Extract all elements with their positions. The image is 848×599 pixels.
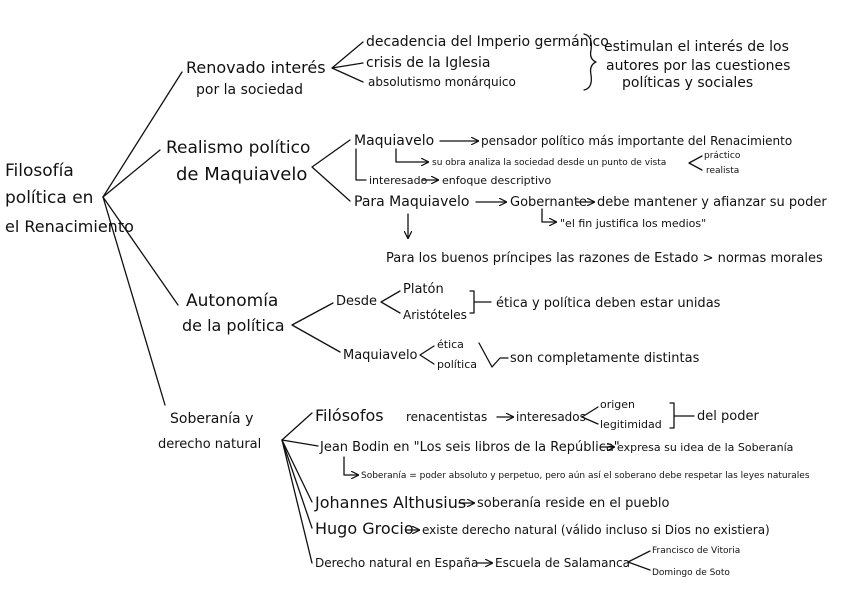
realismo-enfoque: enfoque descriptivo [442,174,552,187]
renovado-title-1: Renovado interés [186,58,326,77]
autonomia-desde: Desde [336,294,378,309]
realismo-interesado-link [356,149,366,180]
autonomia-etica-unidas: ética y política deben estar unidas [496,296,721,311]
renovado-title-2: por la sociedad [196,82,303,98]
root-line-1: Filosofía [5,161,74,181]
autonomia-desde-fork [381,291,400,313]
soberania-althusius: Johannes Althusius [315,493,467,512]
autonomia-etica: ética [437,338,464,351]
soberania-def: Soberanía = poder absoluto y perpetuo, pero aún así el soberano debe respetar las leyes naturales [361,471,810,481]
autonomia-maq-fork [420,346,434,364]
soberania-fork-1 [282,413,312,440]
realismo-title-2: de Maquiavelo [176,164,308,185]
root-connectors [103,72,182,405]
root-node [5,161,134,236]
soberania-fork-3 [282,440,312,502]
renovado-result-1: estimulan el interés de los [604,39,789,55]
soberania-soto: Domingo de Soto [652,568,730,578]
soberania-filosofos: Filósofos [315,406,384,425]
realismo-principes: Para los buenos príncipes las razones de Estado > normas morales [386,251,823,266]
realismo-obra: su obra analiza la sociedad desde un punto de vista [432,158,667,168]
root-line-2: política en [5,188,94,208]
connector-soberania [103,197,165,405]
renovado-result-3: políticas y sociales [622,75,754,91]
soberania-title-2: derecho natural [158,437,262,452]
branch-renovado [186,34,790,98]
soberania-renacentistas: renacentistas [406,410,488,424]
soberania-interesados: interesados [516,410,586,424]
soberania-grocio: Hugo Grocio [315,519,414,538]
soberania-del-poder: del poder [697,409,759,424]
autonomia-title-1: Autonomía [186,291,279,311]
autonomia-politica: política [437,358,477,371]
realismo-realista: realista [706,166,740,176]
realismo-pensador: pensador político más importante del Renacimiento [481,134,793,148]
autonomia-aristoteles: Aristóteles [403,308,467,322]
autonomia-maquiavelo: Maquiavelo [343,348,418,363]
soberania-derecho-espana: Derecho natural en España [315,556,479,570]
root-line-3: el Renacimiento [5,217,134,236]
soberania-reside: soberanía reside en el pueblo [477,496,670,511]
soberania-salamanca-fork [628,551,650,570]
soberania-fork-2 [282,440,318,446]
soberania-vitoria: Francisco de Vitoria [652,546,741,556]
realismo-practico: práctico [704,151,741,161]
autonomia-platon: Platón [403,282,444,297]
soberania-fork-5 [282,440,312,563]
realismo-obra-fork [689,156,702,170]
autonomia-bracket-2 [479,343,508,367]
soberania-legitimidad: legitimidad [600,418,662,431]
autonomia-distintas: son completamente distintas [510,351,700,366]
realismo-fork [312,140,350,201]
autonomia-title-2: de la política [182,316,285,335]
connector-realismo [103,150,160,197]
soberania-bodin: Jean Bodin en "Los seis libros de la República" [320,440,620,455]
branch-realismo [166,133,827,266]
branch-autonomia [182,282,721,371]
soberania-expresa: expresa su idea de la Soberanía [617,441,794,454]
autonomia-fork [292,303,340,352]
realismo-interesado: interesado [369,174,428,187]
soberania-existe: existe derecho natural (válido incluso si Dios no existiera) [422,523,770,537]
realismo-para: Para Maquiavelo [354,194,470,210]
realismo-fin: "el fin justifica los medios" [560,217,707,230]
autonomia-bracket-1 [470,291,491,313]
renovado-result-2: autores por las cuestiones [606,58,791,74]
renovado-item-1: decadencia del Imperio germánico [366,34,609,50]
realismo-debe: debe mantener y afianzar su poder [597,195,827,210]
realismo-maquiavelo: Maquiavelo [354,133,435,149]
connector-renovado [103,72,182,197]
renovado-item-3: absolutismo monárquico [368,75,516,89]
renovado-fork [332,42,363,82]
soberania-title-1: Soberanía y [170,411,254,427]
branch-soberania [158,398,810,578]
soberania-salamanca: Escuela de Salamanca [495,556,630,570]
realismo-title-1: Realismo político [166,138,311,158]
renovado-item-2: crisis de la Iglesia [366,55,491,71]
connector-autonomia [103,197,178,305]
soberania-origen: origen [600,398,636,411]
realismo-gobernante: Gobernante [510,195,587,210]
soberania-bracket [670,403,694,428]
soberania-fork-4 [282,440,312,528]
